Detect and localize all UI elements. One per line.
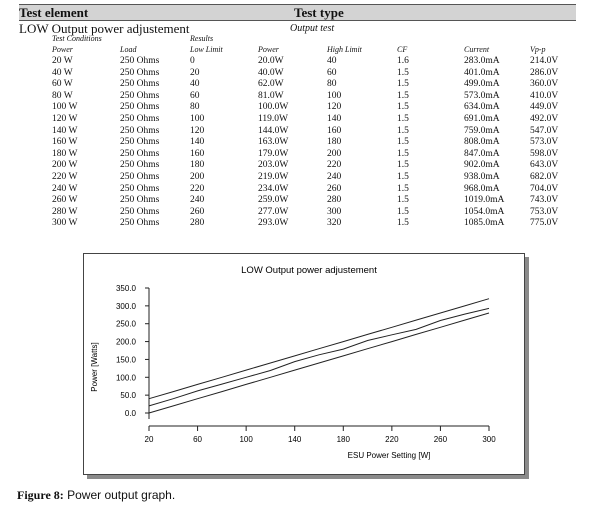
table-cell: 20 bbox=[190, 67, 200, 78]
table-cell: 300 bbox=[327, 206, 342, 217]
col-header-cf: CF bbox=[397, 45, 408, 54]
y-tick-label: 300.0 bbox=[115, 301, 136, 311]
table-cell: 179.0W bbox=[258, 148, 289, 159]
table-cell: 1085.0mA bbox=[464, 218, 505, 229]
table-cell: 60 bbox=[327, 67, 337, 78]
table-row bbox=[0, 184, 600, 196]
table-cell: 260 bbox=[327, 183, 342, 194]
table-cell: 753.0V bbox=[530, 206, 559, 217]
caption-text: Power output graph. bbox=[63, 488, 176, 502]
table-cell: 250 Ohms bbox=[120, 56, 160, 66]
table-cell: 81.0W bbox=[258, 90, 284, 101]
table-cell: 250 Ohms bbox=[120, 90, 160, 101]
table-cell: 180 bbox=[190, 160, 205, 171]
table-cell: 634.0mA bbox=[464, 102, 500, 113]
y-tick-label: 150.0 bbox=[115, 355, 136, 365]
series-line-3 bbox=[149, 313, 489, 413]
table-cell: 100 bbox=[327, 90, 342, 101]
table-cell: 20.0W bbox=[258, 56, 284, 66]
table-cell: 573.0mA bbox=[464, 90, 500, 101]
table-cell: 80 W bbox=[52, 90, 73, 101]
table-cell: 250 Ohms bbox=[120, 79, 160, 90]
table-cell: 240 bbox=[190, 195, 205, 206]
table-cell: 180 W bbox=[52, 148, 78, 159]
table-cell: 499.0mA bbox=[464, 79, 500, 90]
table-row bbox=[0, 68, 600, 80]
table-cell: 1.5 bbox=[397, 113, 409, 124]
table-cell: 902.0mA bbox=[464, 160, 500, 171]
table-cell: 300 W bbox=[52, 218, 78, 229]
table-cell: 286.0V bbox=[530, 67, 559, 78]
x-tick-label: 180 bbox=[336, 435, 350, 444]
table-cell: 1054.0mA bbox=[464, 206, 505, 217]
table-cell: 60 W bbox=[52, 79, 73, 90]
table-cell: 200 bbox=[190, 171, 205, 182]
table-cell: 410.0V bbox=[530, 90, 559, 101]
table-cell: 691.0mA bbox=[464, 113, 500, 124]
table-cell: 40 bbox=[190, 79, 200, 90]
table-cell: 160 bbox=[190, 148, 205, 159]
table-cell: 80 bbox=[327, 79, 337, 90]
table-row bbox=[0, 137, 600, 149]
table-cell: 682.0V bbox=[530, 171, 559, 182]
power-chart bbox=[83, 253, 525, 475]
table-cell: 547.0V bbox=[530, 125, 559, 136]
table-cell: 219.0W bbox=[258, 171, 289, 182]
col-header-power-setting: Power bbox=[52, 45, 73, 54]
table-cell: 1.5 bbox=[397, 79, 409, 90]
table-cell: 1.6 bbox=[397, 56, 409, 66]
chart-lines bbox=[149, 299, 489, 413]
x-tick-label: 220 bbox=[385, 435, 399, 444]
table-cell: 808.0mA bbox=[464, 137, 500, 148]
table-cell: 200 bbox=[327, 148, 342, 159]
header-test-type: Test type bbox=[294, 5, 344, 20]
table-cell: 847.0mA bbox=[464, 148, 500, 159]
table-cell: 1.5 bbox=[397, 183, 409, 194]
table-cell: 598.0V bbox=[530, 148, 559, 159]
y-tick-label: 350.0 bbox=[115, 284, 136, 293]
table-cell: 250 Ohms bbox=[120, 113, 160, 124]
section-title: LOW Output power adjustement bbox=[19, 21, 190, 36]
table-cell: 250 Ohms bbox=[120, 218, 160, 229]
table-cell: 277.0W bbox=[258, 206, 289, 217]
table-cell: 1.5 bbox=[397, 125, 409, 136]
table-cell: 250 Ohms bbox=[120, 148, 160, 159]
col-header-current: Current bbox=[464, 45, 490, 54]
x-axis bbox=[145, 426, 497, 444]
table-cell: 250 Ohms bbox=[120, 183, 160, 194]
table-row bbox=[0, 114, 600, 126]
results-table-body bbox=[0, 56, 600, 230]
table-cell: 643.0V bbox=[530, 160, 559, 171]
table-cell: 140 bbox=[327, 113, 342, 124]
y-axis bbox=[116, 284, 149, 419]
x-tick-label: 100 bbox=[239, 435, 253, 444]
table-cell: 240 W bbox=[52, 183, 78, 194]
y-tick-label: 50.0 bbox=[120, 391, 136, 401]
y-tick-label: 200.0 bbox=[115, 337, 136, 347]
table-cell: 163.0W bbox=[258, 137, 289, 148]
col-header-low-limit: Low Limit bbox=[190, 45, 223, 54]
table-cell: 743.0V bbox=[530, 195, 559, 206]
table-cell: 1019.0mA bbox=[464, 195, 505, 206]
table-cell: 250 Ohms bbox=[120, 195, 160, 206]
table-cell: 60 bbox=[190, 90, 200, 101]
chart-title: LOW Output power adjustement bbox=[241, 265, 377, 276]
table-cell: 214.0V bbox=[530, 56, 559, 66]
table-cell: 259.0W bbox=[258, 195, 289, 206]
table-cell: 234.0W bbox=[258, 183, 289, 194]
table-cell: 140 bbox=[190, 137, 205, 148]
x-tick-label: 300 bbox=[482, 435, 496, 444]
table-cell: 1.5 bbox=[397, 102, 409, 113]
table-cell: 1.5 bbox=[397, 206, 409, 217]
table-cell: 240 bbox=[327, 171, 342, 182]
table-cell: 968.0mA bbox=[464, 183, 500, 194]
table-cell: 250 Ohms bbox=[120, 125, 160, 136]
table-cell: 1.5 bbox=[397, 148, 409, 159]
table-cell: 280 W bbox=[52, 206, 78, 217]
table-cell: 0 bbox=[190, 56, 195, 66]
y-tick-label: 100.0 bbox=[115, 373, 136, 383]
series-line-1 bbox=[149, 299, 489, 399]
table-cell: 1.5 bbox=[397, 218, 409, 229]
col-header-vpp: Vp-p bbox=[530, 45, 546, 54]
table-cell: 100 W bbox=[52, 102, 78, 113]
x-tick-label: 260 bbox=[433, 435, 448, 444]
table-cell: 120 bbox=[327, 102, 342, 113]
x-axis-label: ESU Power Setting [W] bbox=[347, 451, 431, 460]
output-test-label: Output test bbox=[290, 23, 335, 34]
results-label: Results bbox=[190, 34, 214, 43]
table-cell: 573.0V bbox=[530, 137, 559, 148]
table-row bbox=[0, 160, 600, 172]
table-cell: 250 Ohms bbox=[120, 102, 160, 113]
table-row bbox=[0, 91, 600, 103]
table-cell: 62.0W bbox=[258, 79, 284, 90]
table-cell: 492.0V bbox=[530, 113, 559, 124]
table-cell: 1.5 bbox=[397, 90, 409, 101]
table-cell: 119.0W bbox=[258, 113, 288, 124]
x-tick-label: 60 bbox=[193, 435, 203, 444]
table-cell: 220 bbox=[327, 160, 342, 171]
table-cell: 250 Ohms bbox=[120, 206, 160, 217]
table-cell: 320 bbox=[327, 218, 342, 229]
table-cell: 280 bbox=[190, 218, 205, 229]
table-cell: 260 W bbox=[52, 195, 78, 206]
table-cell: 144.0W bbox=[258, 125, 289, 136]
table-cell: 775.0V bbox=[530, 218, 559, 229]
table-cell: 160 bbox=[327, 125, 342, 136]
table-cell: 250 Ohms bbox=[120, 67, 160, 78]
table-cell: 1.5 bbox=[397, 137, 409, 148]
table-cell: 280 bbox=[327, 195, 342, 206]
table-row bbox=[0, 195, 600, 207]
col-header-power-measured: Power bbox=[258, 45, 279, 54]
table-cell: 704.0V bbox=[530, 183, 559, 194]
table-cell: 100.0W bbox=[258, 102, 289, 113]
table-cell: 1.5 bbox=[397, 67, 409, 78]
table-cell: 180 bbox=[327, 137, 342, 148]
table-cell: 260 bbox=[190, 206, 205, 217]
y-axis-label: Power [Watts] bbox=[90, 342, 99, 392]
table-cell: 360.0V bbox=[530, 79, 559, 90]
table-cell: 20 W bbox=[52, 56, 73, 66]
table-row bbox=[0, 149, 600, 161]
table-cell: 140 W bbox=[52, 125, 78, 136]
table-row bbox=[0, 207, 600, 219]
y-tick-label: 0.0 bbox=[124, 409, 136, 418]
table-header-bar bbox=[19, 4, 576, 21]
table-row bbox=[0, 218, 600, 230]
figure-caption bbox=[17, 488, 175, 503]
table-cell: 250 Ohms bbox=[120, 160, 160, 171]
table-cell: 40 W bbox=[52, 67, 73, 78]
table-row bbox=[0, 102, 600, 114]
table-cell: 200 W bbox=[52, 160, 78, 171]
caption-label: Figure 8: bbox=[17, 488, 64, 502]
x-tick-label: 20 bbox=[144, 435, 154, 444]
table-cell: 40 bbox=[327, 56, 337, 66]
table-cell: 449.0V bbox=[530, 102, 559, 113]
table-cell: 1.5 bbox=[397, 195, 409, 206]
table-cell: 283.0mA bbox=[464, 56, 500, 66]
table-cell: 1.5 bbox=[397, 171, 409, 182]
table-cell: 120 W bbox=[52, 113, 78, 124]
table-cell: 1.5 bbox=[397, 160, 409, 171]
table-cell: 80 bbox=[190, 102, 200, 113]
table-row bbox=[0, 79, 600, 91]
table-cell: 220 bbox=[190, 183, 205, 194]
table-cell: 401.0mA bbox=[464, 67, 500, 78]
table-cell: 203.0W bbox=[258, 160, 289, 171]
series-line-2 bbox=[149, 308, 489, 406]
table-cell: 40.0W bbox=[258, 67, 284, 78]
chart-canvas bbox=[84, 254, 524, 474]
x-tick-label: 140 bbox=[288, 435, 302, 444]
table-cell: 250 Ohms bbox=[120, 171, 160, 182]
table-row bbox=[0, 172, 600, 184]
table-cell: 293.0W bbox=[258, 218, 289, 229]
y-tick-label: 250.0 bbox=[115, 319, 136, 329]
table-cell: 160 W bbox=[52, 137, 78, 148]
table-row bbox=[0, 56, 600, 68]
table-row bbox=[0, 126, 600, 138]
header-test-element: Test element bbox=[19, 5, 89, 20]
table-cell: 250 Ohms bbox=[120, 137, 160, 148]
table-cell: 938.0mA bbox=[464, 171, 500, 182]
table-cell: 120 bbox=[190, 125, 205, 136]
col-header-load: Load bbox=[120, 45, 137, 54]
col-header-high-limit: High Limit bbox=[327, 45, 362, 54]
table-cell: 220 W bbox=[52, 171, 78, 182]
table-cell: 759.0mA bbox=[464, 125, 500, 136]
test-conditions-label: Test Conditions bbox=[52, 34, 102, 43]
table-cell: 100 bbox=[190, 113, 205, 124]
